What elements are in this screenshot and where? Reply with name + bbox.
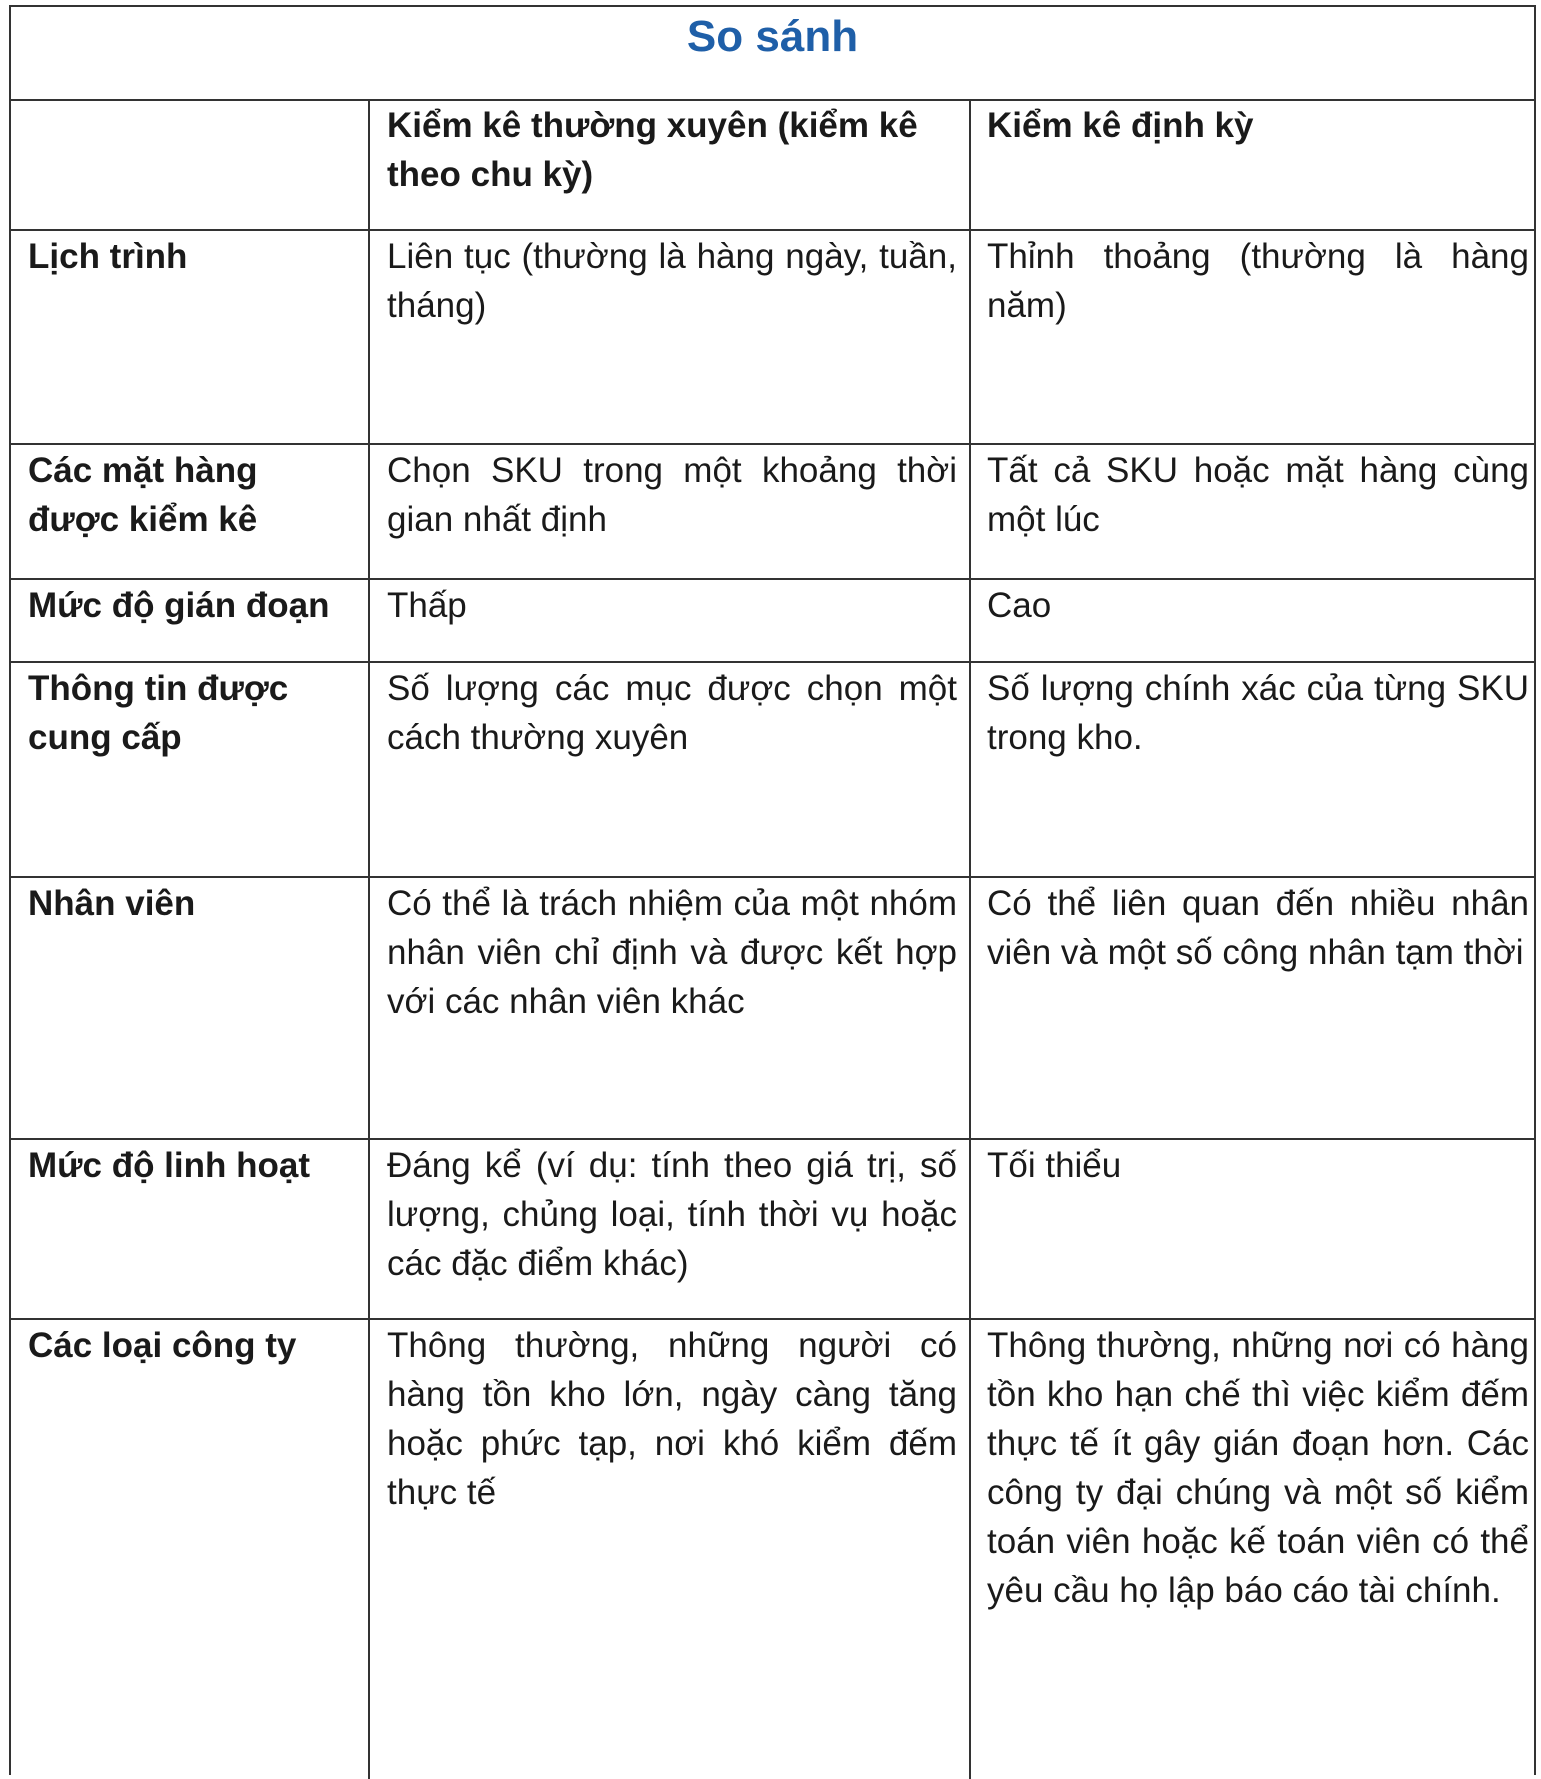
row-company-types-col2: Thông thường, những nơi có hàng tồn kho hạn chế thì việc kiểm đếm thực tế ít gây gián đoạn hơn. Các công ty đại chúng và một số kiểm toán viên hoặc kế toán viên có thể yêu cầu họ lập báo cáo tài chính. <box>987 1326 1529 1610</box>
row-divider <box>11 578 1534 580</box>
row-items-counted-col2: Tất cả SKU hoặc mặt hàng cùng một lúc <box>987 451 1529 539</box>
row-flexibility-col2: Tối thiểu <box>987 1146 1122 1185</box>
row-divider <box>11 443 1534 445</box>
row-information-col2: Số lượng chính xác của từng SKU trong kho. <box>987 669 1529 757</box>
row-disruption-col1: Thấp <box>387 586 467 625</box>
header-cycle-counting: Kiểm kê thường xuyên (kiểm kê theo chu kỳ) <box>387 106 918 194</box>
row-information-col1: Số lượng các mục được chọn một cách thường xuyên <box>387 669 957 757</box>
column-divider <box>368 99 370 1779</box>
row-schedule-col1: Liên tục (thường là hàng ngày, tuần, tháng) <box>387 237 957 325</box>
comparison-table <box>9 5 1536 1775</box>
row-label-flexibility: Mức độ linh hoạt <box>28 1146 310 1185</box>
row-label-company-types: Các loại công ty <box>28 1326 297 1365</box>
row-divider <box>11 1138 1534 1140</box>
header-periodic-counting: Kiểm kê định kỳ <box>987 106 1254 145</box>
row-company-types-col1: Thông thường, những người có hàng tồn kho lớn, ngày càng tăng hoặc phức tạp, nơi khó kiểm đếm thực tế <box>387 1326 957 1512</box>
row-label-staff: Nhân viên <box>28 884 196 923</box>
row-divider <box>11 661 1534 663</box>
row-divider <box>11 876 1534 878</box>
row-disruption-col2: Cao <box>987 586 1052 625</box>
row-divider <box>11 229 1534 231</box>
row-divider <box>11 1318 1534 1320</box>
row-staff-col1: Có thể là trách nhiệm của một nhóm nhân viên chỉ định và được kết hợp với các nhân viên khác <box>387 884 957 1021</box>
row-schedule-col2: Thỉnh thoảng (thường là hàng năm) <box>987 237 1529 325</box>
row-label-schedule: Lịch trình <box>28 237 188 276</box>
row-flexibility-col1: Đáng kể (ví dụ: tính theo giá trị, số lượng, chủng loại, tính thời vụ hoặc các đặc điểm khác) <box>387 1146 957 1283</box>
column-divider <box>969 99 971 1779</box>
table-title: So sánh <box>686 12 859 61</box>
row-staff-col2: Có thể liên quan đến nhiều nhân viên và một số công nhân tạm thời <box>987 884 1529 972</box>
row-label-information: Thông tin được cung cấp <box>28 669 289 757</box>
row-label-disruption: Mức độ gián đoạn <box>28 586 330 625</box>
row-items-counted-col1: Chọn SKU trong một khoảng thời gian nhất định <box>387 451 957 539</box>
row-label-items-counted: Các mặt hàng được kiểm kê <box>28 451 258 539</box>
